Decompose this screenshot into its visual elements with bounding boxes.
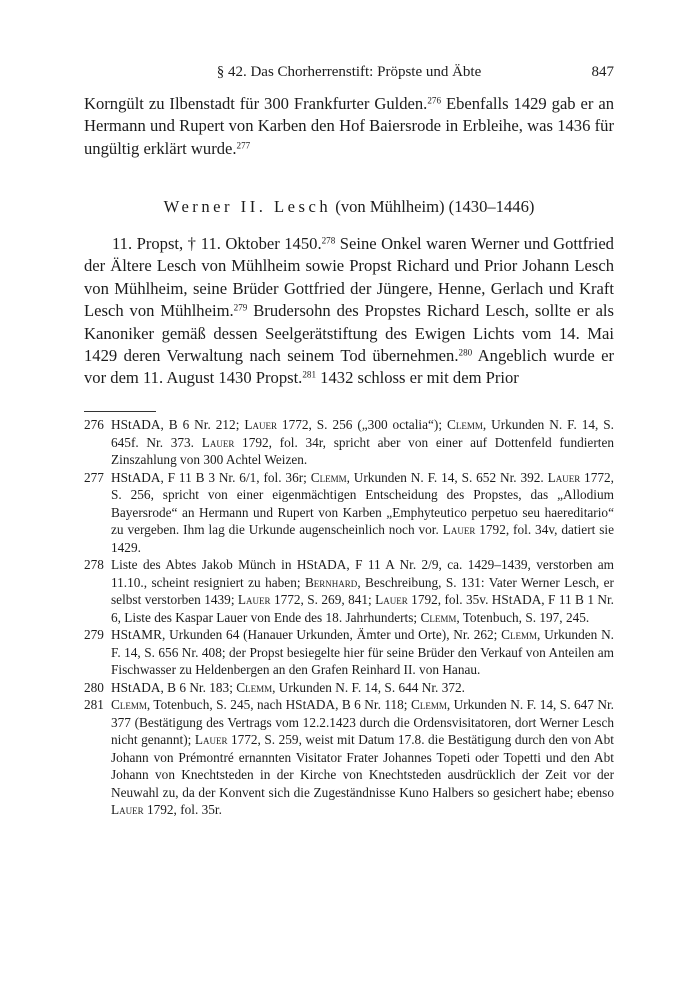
footnote-rule — [84, 411, 156, 412]
footnote-276 — [84, 416, 614, 469]
footnote-text: Clemm, Totenbuch, S. 245, nach HStADA, B 6 Nr. 118; Clemm, Urkunden N. F. 14, S. 647 Nr. 377 (Bestätigung des Vertrags vom 12.2.1423 durch die Ordensvisitatoren, dort Werner Lesch nicht genannt); Lauer 1772, S. 259, weist mit Datum 17.8. die Bestätigung durch den von Abt Johann von Prémontré ernannten Visitator Frater Johannes Topeti oder Topetti und den Abt Johann von Knechtsteden in der Kirche von Knechtsteden ausdrücklich der Zeit vor der Neuwahl zu, da der Konvent sich die Zugeständnisse Kuno Halbers so gesichert habe; ebenso Lauer 1792, fol. 35r. — [111, 697, 614, 817]
footnote-280 — [84, 679, 614, 697]
intro-paragraph: Korngült zu Ilbenstadt für 300 Frankfurter Gulden.$^{276}$ Ebenfalls 1429 gab er an Hermann und Rupert von Karben den Hof Baiersrode in Erbleihe, was 1436 für ungültig erklärt wurde.$^{277}$ — [84, 94, 614, 158]
page-number: 847 — [591, 64, 614, 80]
footnote-number: 281 — [84, 697, 104, 712]
footnote-text: HStADA, B 6 Nr. 183; Clemm, Urkunden N. F. 14, S. 644 Nr. 372. — [111, 679, 465, 695]
footnote-ref[interactable]: 279 — [233, 302, 248, 313]
footnote-number: 278 — [84, 557, 104, 572]
footnote-277 — [84, 469, 614, 557]
section-heading — [84, 196, 614, 218]
footnote-number: 277 — [84, 469, 104, 485]
footnote-281 — [84, 696, 614, 819]
main-paragraph: 11. Propst, † 11. Oktober 1450.$^{278}$ Seine Onkel waren Werner und Gottfried der Ältere Lesch von Mühlheim sowie Propst Richard und Prior Johann Lesch von Mühlheim, seine Brüder Gottfried der Jüngere, Henne, Gerlach und Kraft Lesch von Mühlheim.$^{279}$ Brudersohn des Propstes Richard Lesch, sollte er als Kanoniker gemäß dessen Seelgerätstiftung des Ewigen Lichts vom 14. Mai 1429 deren Verwaltung nach seinem Tod übernehmen.$^{280}$ Angeblich wurde er vor dem 11. August 1430 Propst.$^{281}$ 1432 schloss er mit dem Prior — [84, 234, 614, 388]
footnote-text: HStADA, F 11 B 3 Nr. 6/1, fol. 36r; Clemm, Urkunden N. F. 14, S. 652 Nr. 392. Lauer 1772, S. 256, spricht von einer eigenmächtigen Entscheidung des Propstes, das „Allodium Bayersrode“ an Hermann und Rupert von Karben „Emphyteutico perpetuo seu haereditario“ zu vergeben. Ihm lag die Urkunde augenscheinlich noch vor. Lauer 1792, fol. 34v, datiert sie 1429. — [111, 469, 614, 555]
running-title: § 42. Das Chorherrenstift: Pröpste und Äbte — [216, 64, 482, 80]
footnote-ref[interactable]: 277 — [236, 140, 251, 151]
footnote-ref[interactable]: 280 — [458, 347, 473, 358]
footnotes — [84, 416, 614, 819]
footnote-number: 276 — [84, 417, 104, 432]
footnote-text: Liste des Abtes Jakob Münch in HStADA, F 11 A Nr. 2/9, ca. 1429–1439, verstorben am 11.10., scheint resigniert zu haben; Bernhard, Beschreibung, S. 131: Vater Werner Lesch, er selbst verstorben 1439; Lauer 1772, S. 269, 841; Lauer 1792, fol. 35v. HStADA, F 11 B 1 Nr. 6, Liste des Kaspar Lauer von Ende des 18. Jahrhunderts; Clemm, Totenbuch, S. 197, 245. — [111, 557, 615, 625]
footnote-279 — [84, 626, 614, 679]
footnote-text: HStADA, B 6 Nr. 212; Lauer 1772, S. 256 („300 octalia“); Clemm, Urkunden N. F. 14, S. 645f. Nr. 373. Lauer 1792, fol. 34r, spricht aber von einer auf Dottenfeld fundierten Zinszahlung von 300 Achtel Weizen. — [111, 417, 615, 467]
section-heading-name: Werner II. Lesch — [163, 197, 332, 216]
footnote-ref[interactable]: 281 — [302, 369, 317, 380]
footnote-ref[interactable]: 278 — [321, 235, 336, 246]
footnote-number: 280 — [84, 679, 104, 695]
footnote-278 — [84, 556, 614, 626]
footnote-text: HStAMR, Urkunden 64 (Hanauer Urkunden, Ämter und Orte), Nr. 262; Clemm, Urkunden N. F. 14, S. 656 Nr. 408; der Propst besiegelte hier für seine Brüder den Verkauf von Anteilen am Fischwasser zu Heldenbergen an den Grafen Reinhard II. von Hanau. — [111, 627, 614, 677]
footnote-number: 279 — [84, 627, 104, 642]
section-heading-rest: (von Mühlheim) (1430–1446) — [331, 197, 535, 216]
footnote-ref[interactable]: 276 — [427, 95, 442, 106]
